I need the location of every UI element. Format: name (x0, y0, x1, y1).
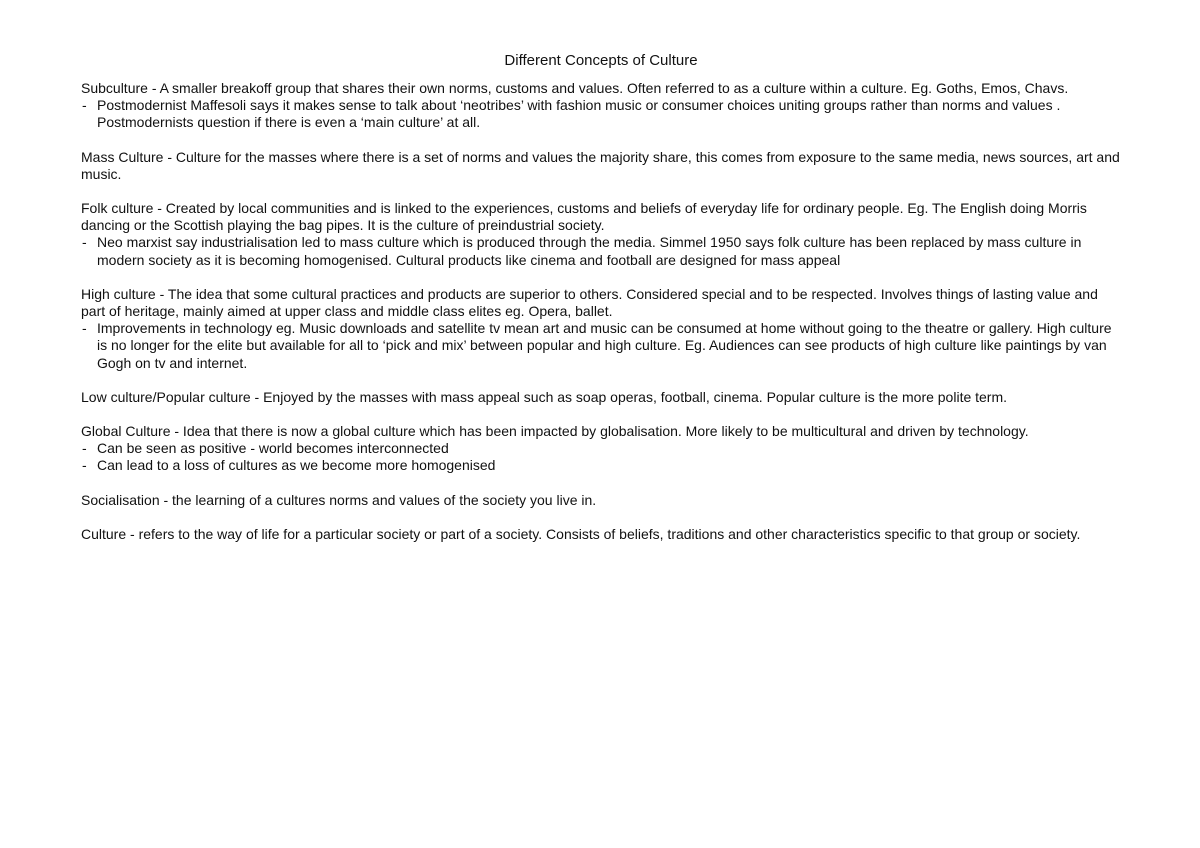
section-paragraph: Subculture - A smaller breakoff group that shares their own norms, customs and values. Often referred to as a culture within a culture. Eg. Goths, Emos, Chavs. (81, 80, 1069, 96)
list-item (81, 457, 1121, 474)
section-6 (81, 423, 1121, 475)
bullet-text: Postmodernist Maffesoli says it makes sense to talk about ‘neotribes’ with fashion music or consumer choices uniting groups rather than norms and values . Postmodernists question if there is even a ‘main culture’ at all. (97, 97, 1061, 131)
document-body (81, 80, 1121, 543)
section-2 (81, 149, 1121, 183)
bullet-list (81, 234, 1121, 268)
list-item (81, 97, 1121, 131)
list-item (81, 234, 1121, 268)
document-page (81, 52, 1121, 560)
section-4 (81, 286, 1121, 372)
bullet-text: Neo marxist say industrialisation led to mass culture which is produced through the media. Simmel 1950 says folk culture has been replaced by mass culture in modern society as it is becoming homogenised. Cultural products like cinema and football are designed for mass appeal (97, 234, 1082, 268)
page-title: Different Concepts of Culture (504, 52, 698, 69)
bullet-dash: - (82, 97, 87, 114)
bullet-text: Can be seen as positive - world becomes interconnected (97, 440, 449, 457)
section-paragraph: Low culture/Popular culture - Enjoyed by the masses with mass appeal such as soap operas, football, cinema. Popular culture is the more polite term. (81, 388, 1008, 405)
bullet-dash: - (82, 234, 87, 251)
bullet-list (81, 97, 1121, 131)
list-item (81, 440, 1121, 457)
bullet-dash: - (82, 440, 87, 457)
section-8 (81, 526, 1121, 543)
bullet-list (81, 440, 1121, 474)
section-paragraph: Socialisation - the learning of a cultures norms and values of the society you live in. (81, 491, 597, 508)
section-7 (81, 492, 1121, 509)
list-item (81, 320, 1121, 372)
bullet-text: Can lead to a loss of cultures as we become more homogenised (97, 457, 496, 474)
section-paragraph: Culture - refers to the way of life for a particular society or part of a society. Consists of beliefs, traditions and other characteristics specific to that group or society. (81, 525, 1081, 542)
section-paragraph: High culture - The idea that some cultural practices and products are superior to others. Considered special and to be respected. Involves things of lasting value and part of heritage, mainly aimed at upper class and middle class elites eg. Opera, ballet. (81, 285, 1098, 320)
bullet-dash: - (82, 320, 87, 337)
section-paragraph: Mass Culture - Culture for the masses where there is a set of norms and values the majority share, this comes from exposure to the same media, news sources, art and music. (81, 148, 1120, 182)
section-3 (81, 200, 1121, 269)
section-1 (81, 80, 1121, 132)
section-5 (81, 389, 1121, 406)
bullet-text: Improvements in technology eg. Music downloads and satellite tv mean art and music can be consumed at home without going to the theatre or gallery. High culture is no longer for the elite but available for all to ‘pick and mix’ between popular and high culture. Eg. Audiences can see products of high culture like paintings by van Gogh on tv and internet. (97, 320, 1112, 371)
bullet-dash: - (82, 457, 87, 474)
section-paragraph: Global Culture - Idea that there is now a global culture which has been impacted by globalisation. More likely to be multicultural and driven by technology. (81, 423, 1029, 440)
section-paragraph: Folk culture - Created by local communities and is linked to the experiences, customs and beliefs of everyday life for ordinary people. Eg. The English doing Morris dancing or the Scottish playing the bag pipes. It is the culture of preindustrial society. (81, 200, 1087, 234)
bullet-list (81, 320, 1121, 372)
